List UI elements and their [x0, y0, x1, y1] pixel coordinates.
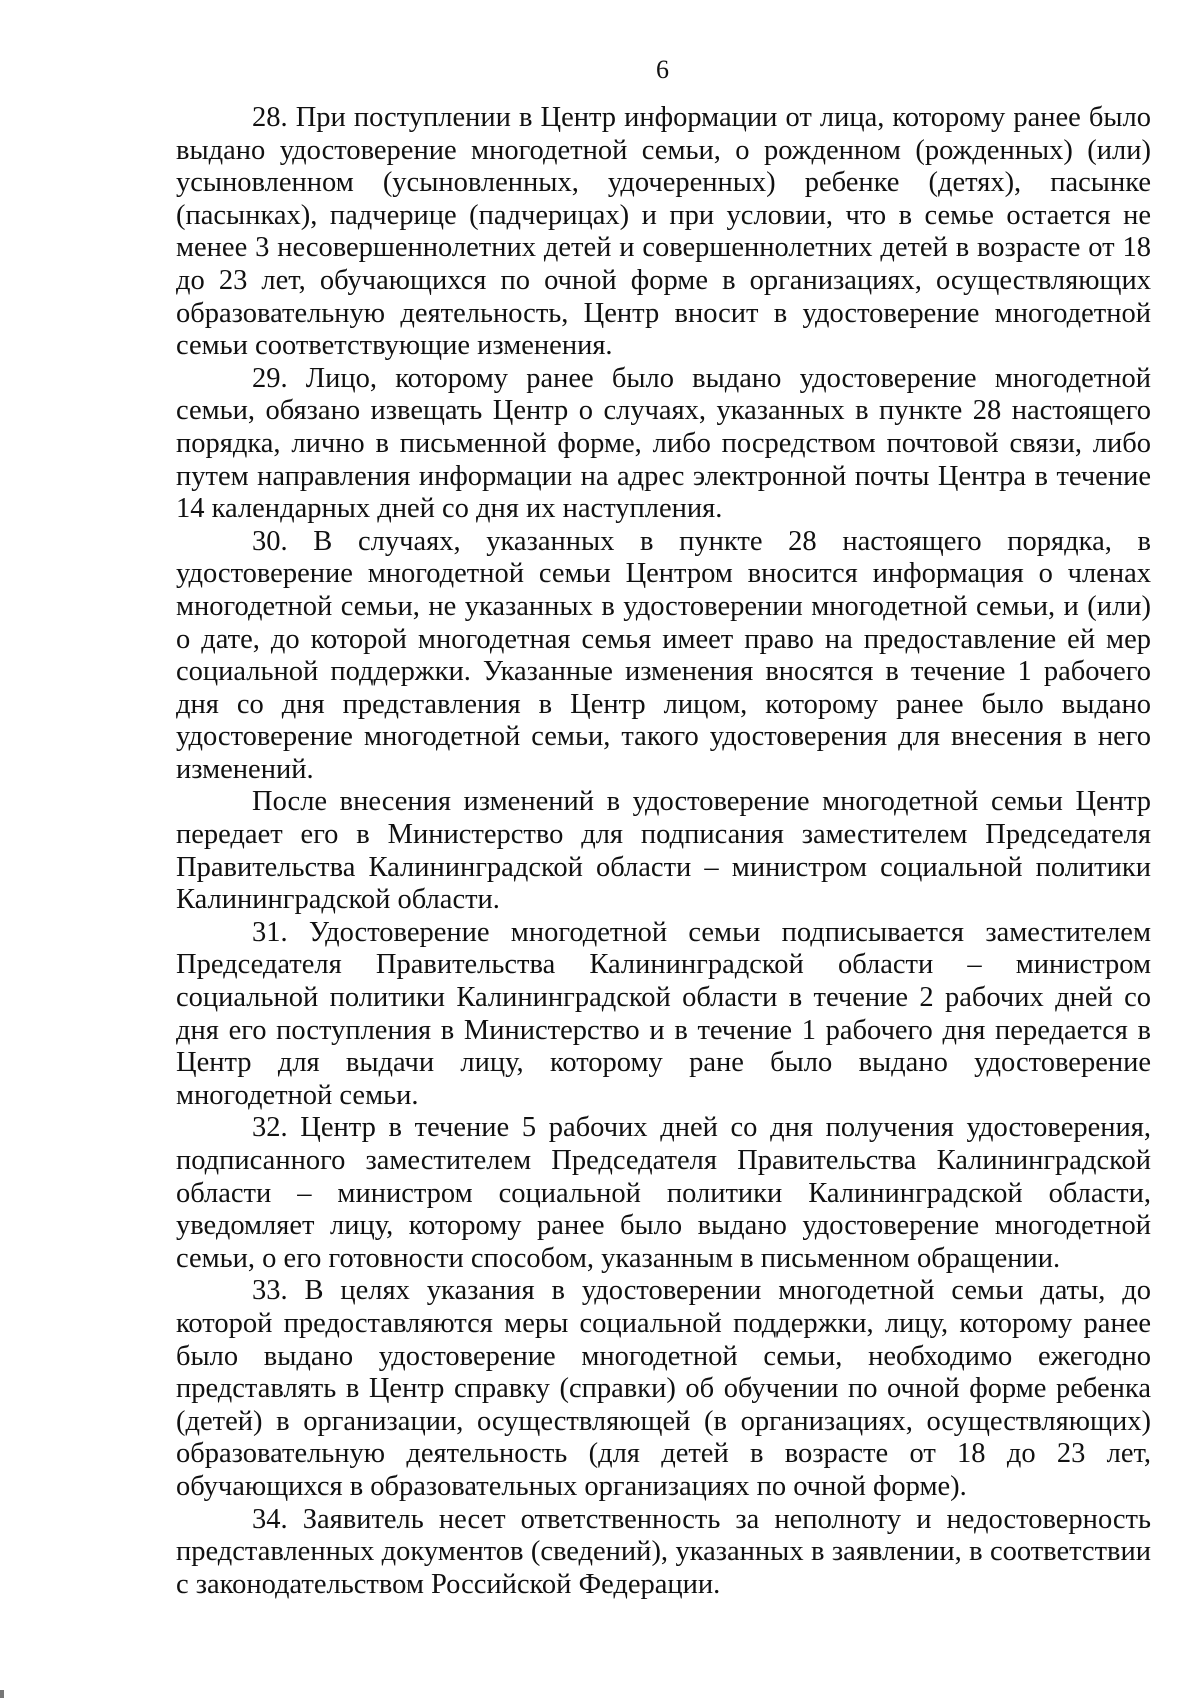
paragraph-32: 32. Центр в течение 5 рабочих дней со дня получения удостоверения, подписанного заместителем Председателя Правительства Калининградской области – министром социальной политики Калининградской области, уведомляет лицу, которому ранее было выдано удостоверение многодетной семьи, о его готовности способом, указанным в письменном обращении.: [176, 1112, 1151, 1274]
document-body: [176, 102, 1151, 1601]
paragraph-30-continuation: После внесения изменений в удостоверение многодетной семьи Центр передает его в Министерство для подписания заместителем Председателя Правительства Калининградской области – министром социальной политики Калининградской области.: [176, 786, 1151, 916]
paragraph-34: 34. Заявитель несет ответственность за неполноту и недостоверность представленных документов (сведений), указанных в заявлении, в соответствии с законодательством Российской Федерации.: [176, 1503, 1151, 1600]
paragraph-28: 28. При поступлении в Центр информации от лица, которому ранее было выдано удостоверение многодетной семьи, о рожденном (рожденных) (или) усыновленном (усыновленных, удочеренных) ребенке (детях), пасынке (пасынках), падчерице (падчерицах) и при условии, что в семье остается не менее 3 несовершеннолетних детей и совершеннолетних детей в возрасте от 18 до 23 лет, обучающихся по очной форме в организациях, осуществляющих образовательную деятельность, Центр вносит в удостоверение многодетной семьи соответствующие изменения.: [176, 102, 1151, 362]
paragraph-31: 31. Удостоверение многодетной семьи подписывается заместителем Председателя Правительства Калининградской области – министром социальной политики Калининградской области в течение 2 рабочих дней со дня его поступления в Министерство и в течение 1 рабочего дня передается в Центр для выдачи лицу, которому ране было выдано удостоверение многодетной семьи.: [176, 916, 1151, 1111]
paragraph-30: 30. В случаях, указанных в пункте 28 настоящего порядка, в удостоверение многодетной семьи Центром вносится информация о членах многодетной семьи, не указанных в удостоверении многодетной семьи, и (или) о дате, до которой многодетная семья имеет право на предоставление ей мер социальной поддержки. Указанные изменения вносятся в течение 1 рабочего дня со дня представления в Центр лицом, которому ранее было выдано удостоверение многодетной семьи, такого удостоверения для внесения в него изменений.: [176, 525, 1151, 785]
paragraph-29: 29. Лицо, которому ранее было выдано удостоверение многодетной семьи, обязано извещать Центр о случаях, указанных в пункте 28 настоящего порядка, лично в письменной форме, либо посредством почтовой связи, либо путем направления информации на адрес электронной почты Центра в течение 14 календарных дней со дня их наступления.: [176, 362, 1151, 525]
paragraph-33: 33. В целях указания в удостоверении многодетной семьи даты, до которой предоставляются меры социальной поддержки, лицу, которому ранее было выдано удостоверение многодетной семьи, необходимо ежегодно представлять в Центр справку (справки) об обучении по очной форме ребенка (детей) в организации, осуществляющей (в организациях, осуществляющих) образовательную деятельность (для детей в возрасте от 18 до 23 лет, обучающихся в образовательных организациях по очной форме).: [176, 1275, 1151, 1502]
scan-edge-mark: [0, 1690, 4, 1698]
page-number: 6: [656, 55, 669, 84]
